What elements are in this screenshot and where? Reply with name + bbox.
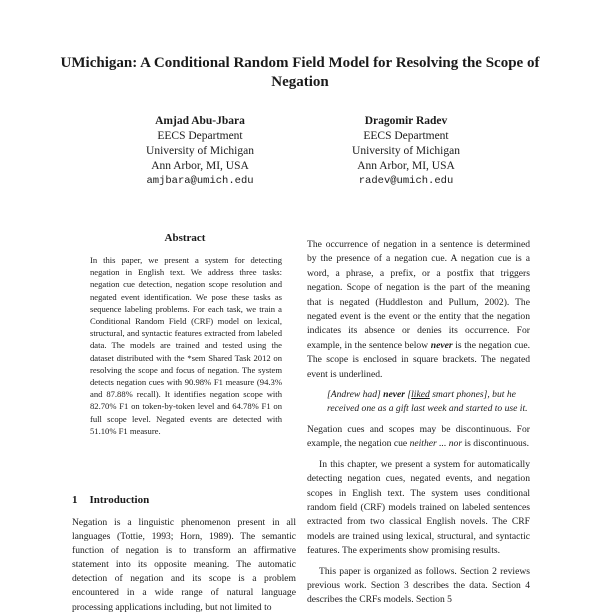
example-sentence [327, 388, 530, 417]
negated-event: liked [411, 389, 430, 401]
author-name: Dragomir Radev [364, 115, 448, 127]
bracket: [ [407, 389, 412, 401]
section-heading [72, 494, 149, 506]
paragraph-text: is discontinuous. [464, 438, 529, 450]
section-title: Introduction [89, 494, 150, 506]
author-name: Amjad Abu-Jbara [155, 115, 245, 127]
author-univ: University of Michigan [352, 145, 460, 157]
author-block-1 [110, 114, 290, 189]
paragraph-organization: This paper is organized as follows. Section 2 reviews previous work. Section 3 describes the data. Section 4 describes the CRFs models. Section 5 [307, 565, 530, 606]
negation-cue-example: never [430, 339, 453, 351]
paragraph-text: is the negation cue. The scope is enclosed in square brackets. The negated event is underlined. [307, 339, 530, 380]
discontinuous-cue: neither ... nor [409, 438, 463, 450]
paper-title: UMichigan: A Conditional Random Field Model for Resolving the Scope of Negation [60, 55, 540, 90]
paragraph-negation-definition [307, 238, 530, 382]
scope-start: [Andrew had] [327, 389, 381, 401]
paragraph-discontinuous [307, 423, 530, 452]
section-number: 1 [72, 494, 78, 506]
abstract-text: In this paper, we present a system for detecting negation in English text. We address three tasks: negation cue detection, negation scope resolution and negated event identification. We pose these tasks as sequence labeling problems. For each task, we train a Conditional Random Field (CRF) model on lexical, structural, and syntactic features extracted from labeled data. The models are trained and tested using the dataset distributed with the *sem Shared Task 2012 on resolving the scope and focus of negation. The system detects negation cues with 90.98% F1 measure (94.3% and 87.88% recall). It identifies negation scope with 82.70% F1 on token-by-token level and 64.78% F1 on full scope level. Negated events are detected with 51.10% F1 measure. [90, 255, 282, 436]
author-email: amjbara@umich.edu [146, 175, 254, 187]
author-univ: University of Michigan [146, 145, 254, 157]
paragraph-text: The occurrence of negation in a sentence is determined by the presence of a negation cue. A negation cue is a word, a phrase, a prefix, or a postfix that triggers negation. Scope of negation is the part of the meaning that is negated (Huddleston and Pullum, 2002). The negated event is the event or the entity that the negation indicates its absence or denies its occurrence. For example, in the sentence below [307, 239, 530, 351]
author-dept: EECS Department [157, 130, 243, 142]
scope-rest: smart phones], but he received one as a gift last week and started to use it. [327, 389, 528, 415]
right-column [307, 238, 530, 608]
author-email: radev@umich.edu [358, 175, 454, 187]
introduction-text: Negation is a linguistic phenomenon present in all languages (Tottie, 1993; Horn, 1989). The semantic function of negation is to transform an affirmative statement into its opposite meaning. The automatic detection of negation and its scope is a problem encountered in a wide range of natural language processing applications including, but not limited to [72, 517, 296, 613]
example-cue: never [383, 389, 405, 401]
paragraph-system: In this chapter, we present a system for automatically detecting negation cues, negated events, and negation scopes in English text. The system uses conditional random field (CRF) models trained on labeled sentences extracted from two classical English novels. The CRF models are trained using lexical, structural, and syntactic features. The experiments show promising results. [307, 458, 530, 557]
paragraph-text: Negation cues and scopes may be discontinuous. For example, the negation cue [307, 423, 530, 450]
author-city: Ann Arbor, MI, USA [357, 160, 455, 172]
author-city: Ann Arbor, MI, USA [151, 160, 249, 172]
author-dept: EECS Department [363, 130, 449, 142]
author-block-2 [316, 114, 496, 189]
abstract-heading: Abstract [164, 232, 206, 244]
